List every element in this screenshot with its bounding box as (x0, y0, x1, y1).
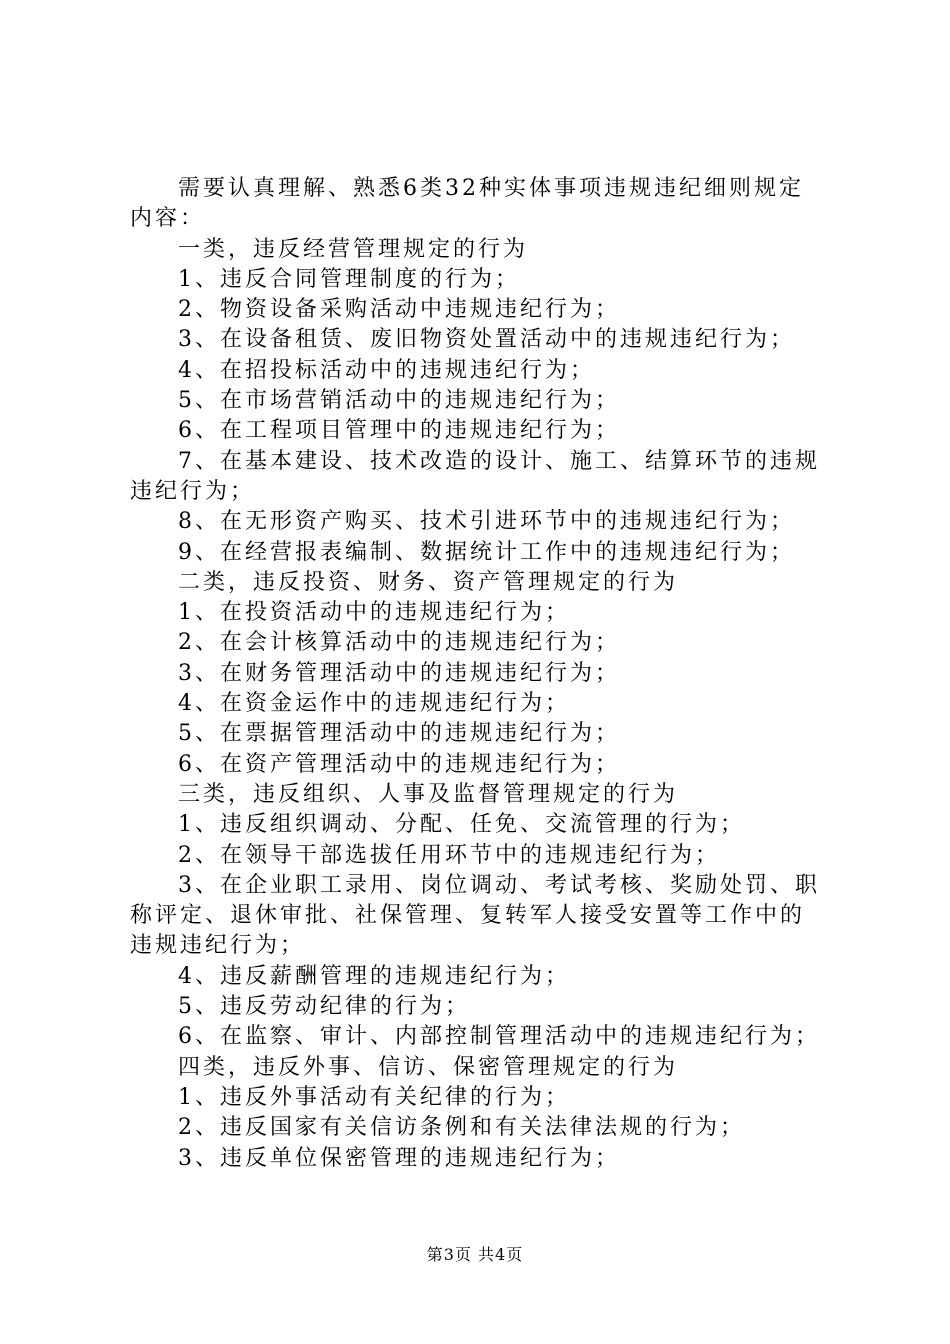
document-line: 内容： (130, 206, 206, 232)
document-line: 3、在财务管理活动中的违规违纪行为； (178, 660, 620, 686)
document-line: 8、在无形资产购买、技术引进环节中的违规违纪行为； (178, 509, 795, 535)
document-line: 3、违反单位保密管理的违规违纪行为； (178, 1145, 620, 1171)
document-line: 9、在经营报表编制、数据统计工作中的违规违纪行为； (178, 539, 795, 565)
document-line: 2、违反国家有关信访条例和有关法律法规的行为； (178, 1115, 745, 1141)
document-line: 1、违反合同管理制度的行为； (178, 266, 520, 292)
document-line: 1、在投资活动中的违规违纪行为； (178, 600, 570, 626)
document-line: 1、违反外事活动有关纪律的行为； (178, 1084, 570, 1110)
document-line: 6、在资产管理活动中的违规违纪行为； (178, 751, 620, 777)
document-line: 2、在领导干部选拔任用环节中的违规违纪行为； (178, 842, 720, 868)
document-line: 4、在资金运作中的违规违纪行为； (178, 691, 570, 717)
document-line: 6、在监察、审计、内部控制管理活动中的违规违纪行为； (178, 1024, 820, 1050)
document-line: 需要认真理解、熟悉6类32种实体事项违规违纪细则规定 (178, 176, 804, 201)
document-line: 5、违反劳动纪律的行为； (178, 994, 470, 1020)
document-line: 二类，违反投资、财务、资产管理规定的行为 (178, 569, 679, 595)
document-line: 4、违反薪酬管理的违规违纪行为； (178, 963, 570, 989)
document-line: 违规违纪行为； (130, 933, 306, 959)
document-line: 6、在工程项目管理中的违规违纪行为； (178, 418, 620, 444)
document-body (130, 174, 834, 1174)
document-line: 7、在基本建设、技术改造的设计、施工、结算环节的违规 (178, 448, 820, 474)
document-line: 5、在市场营销活动中的违规违纪行为； (178, 388, 620, 414)
document-line: 2、在会计核算活动中的违规违纪行为； (178, 630, 620, 656)
document-line: 违纪行为； (130, 478, 256, 504)
document-line: 3、在设备租赁、废旧物资处置活动中的违规违纪行为； (178, 327, 795, 353)
document-line: 三类，违反组织、人事及监督管理规定的行为 (178, 781, 679, 807)
document-line: 四类，违反外事、信访、保密管理规定的行为 (178, 1054, 679, 1080)
document-line: 3、在企业职工录用、岗位调动、考试考核、奖励处罚、职 (178, 872, 820, 898)
document-line: 1、违反组织调动、分配、任免、交流管理的行为； (178, 812, 745, 838)
document-line: 一类，违反经营管理规定的行为 (178, 236, 529, 262)
document-line: 称评定、退休审批、社保管理、复转军人接受安置等工作中的 (130, 903, 806, 929)
page-footer: 第3页 共4页 (426, 1245, 524, 1264)
document-line: 5、在票据管理活动中的违规违纪行为； (178, 721, 620, 747)
document-line: 4、在招投标活动中的违规违纪行为； (178, 357, 595, 383)
document-line: 2、物资设备采购活动中违规违纪行为； (178, 297, 620, 323)
